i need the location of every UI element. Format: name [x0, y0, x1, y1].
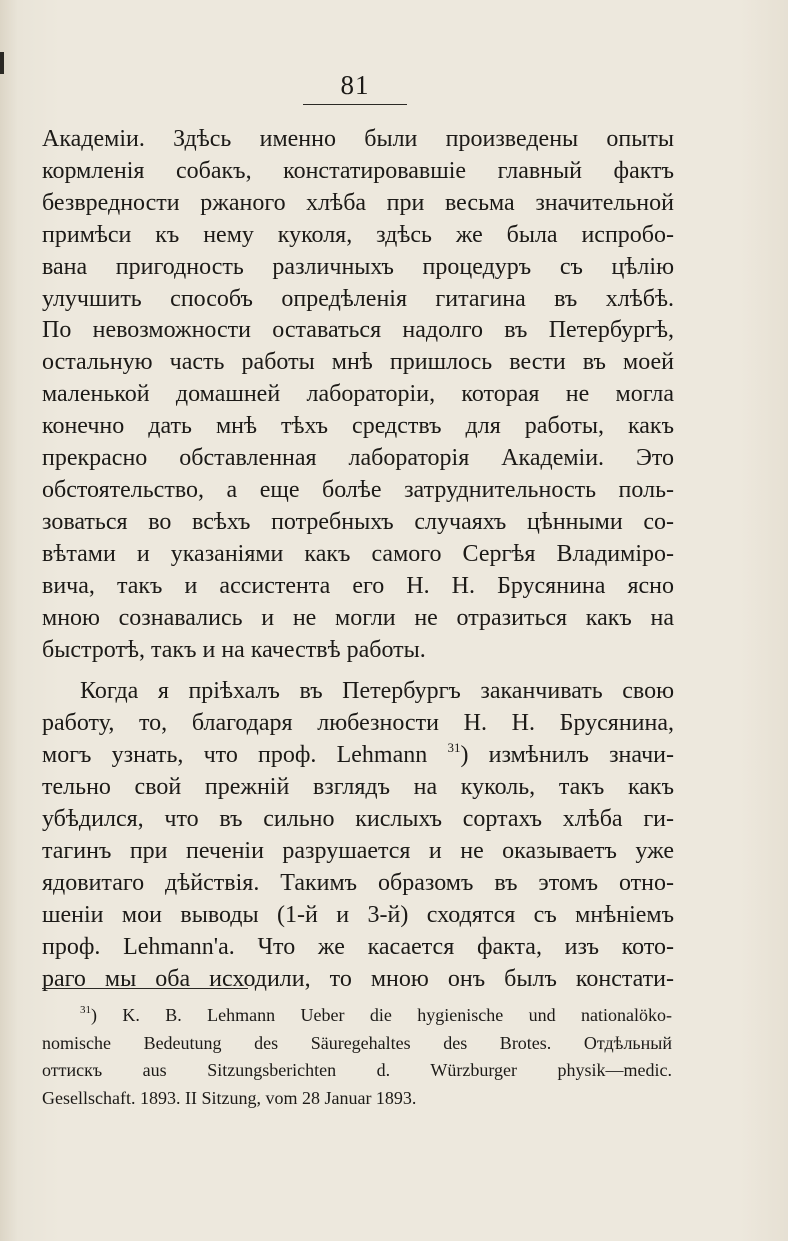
text-line: тагинъ при печеніи разрушается и не оказываетъ уже: [42, 837, 674, 864]
text-line: мною сознавались и не могли не отразиться какъ на: [42, 604, 674, 631]
text-line: зоваться во всѣхъ потребныхъ случаяхъ цѣнными со-: [42, 508, 674, 535]
page-number: 81: [340, 70, 370, 100]
text-line: вича, такъ и ассистента его Н. Н. Брусянина ясно: [42, 572, 674, 599]
text-line: улучшить способъ опредѣленія гитагина въ хлѣбѣ.: [42, 285, 674, 312]
footnote-line: nomische Bedeutung des Säuregehaltes des Brotes. Отдѣльный: [42, 1032, 672, 1053]
text-line: вѣтами и указаніями какъ самого Сергѣя Владиміро-: [42, 540, 674, 567]
header-rule: [303, 104, 407, 105]
text-line: ядовитаго дѣйствія. Такимъ образомъ въ этомъ отно-: [42, 869, 674, 896]
footnote-ref[interactable]: 31: [447, 740, 461, 756]
text-line: убѣдился, что въ сильно кислыхъ сортахъ хлѣба ги-: [42, 806, 674, 833]
text-line: маленькой домашней лабораторіи, которая не могла: [42, 381, 674, 408]
text-line: работу, то, благодаря любезности Н. Н. Брусянина,: [42, 710, 674, 737]
footnote-line: [42, 1002, 672, 1030]
footnote-number: 31: [80, 1004, 91, 1016]
text-line-with-footnote-ref: [42, 740, 674, 772]
text-line: проф. Lehmann'a. Что же касается факта, изъ кото-: [42, 933, 674, 960]
text-segment: могъ узнать, что проф. Lehmann: [42, 742, 448, 769]
footnote-rule: [42, 988, 248, 989]
text-line: конечно дать мнѣ тѣхъ средствъ для работы, какъ: [42, 413, 674, 440]
text-line: вана пригодность различныхъ процедуръ съ цѣлію: [42, 253, 674, 280]
text-line: шеніи мои выводы (1-й и 3-й) сходятся съ мнѣніемъ: [42, 901, 674, 928]
footnote-line: Gesellschaft. 1893. II Sitzung, vom 28 Januar 1893.: [42, 1087, 417, 1108]
text-line: прекрасно обставленная лабораторія Академіи. Это: [42, 445, 674, 472]
text-line: кормленія собакъ, констатировавшіе главный фактъ: [42, 157, 674, 184]
text-segment: ) K. B. Lehmann Ueber die hygienische und nationalöko-: [91, 1005, 672, 1025]
footnote: [42, 1002, 672, 1112]
text-segment: ) измѣнилъ значи-: [460, 742, 674, 769]
text-line: обстоятельство, а еще болѣе затруднительность поль-: [42, 476, 674, 503]
text-line: Академіи. Здѣсь именно были произведены опыты: [42, 126, 674, 152]
text-line: безвредности ржаного хлѣба при весьма значительной: [42, 189, 674, 216]
text-line: тельно свой прежній взглядъ на куколь, такъ какъ: [42, 774, 674, 801]
text-line: быстротѣ, такъ и на качествѣ работы.: [42, 636, 426, 663]
text-line: По невозможности оставаться надолго въ Петербургѣ,: [42, 317, 674, 344]
text-line: раго мы оба исходили, то мною онъ былъ констати-: [42, 965, 674, 992]
text-line: Когда я пріѣхалъ въ Петербургъ заканчивать свою: [80, 678, 674, 705]
body-text: [42, 124, 674, 995]
paragraph-gap: [42, 666, 674, 676]
footnote-line: оттискъ aus Sitzungsberichten d. Würzburger physik—medic.: [42, 1060, 672, 1081]
text-line: примѣси къ нему куколя, здѣсь же была испробо-: [42, 221, 674, 248]
text-line: остальную часть работы мнѣ пришлось вести въ моей: [42, 349, 674, 376]
